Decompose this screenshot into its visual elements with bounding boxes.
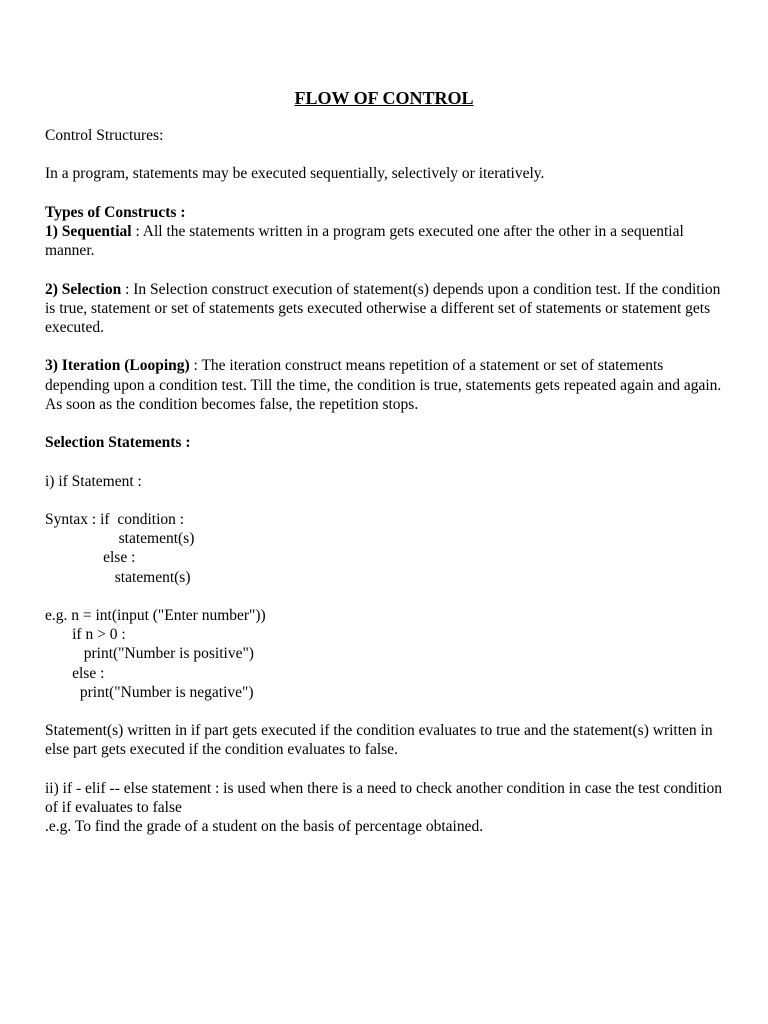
constructs-heading: Types of Constructs : — [45, 203, 186, 221]
construct-selection: 2) Selection : In Selection construct execution of statement(s) depends upon a condition test. If the condition is true, statement or set of statements gets executed otherwise a different set of statements or statement gets executed. — [45, 280, 721, 336]
syntax-line: Syntax : if condition : — [45, 510, 185, 528]
syntax-line: else : — [45, 549, 136, 567]
syntax-line: statement(s) — [45, 530, 195, 548]
example-block — [45, 606, 725, 702]
syntax-line: statement(s) — [45, 568, 191, 586]
syntax-block — [45, 510, 725, 587]
selection-heading: Selection Statements : — [45, 434, 191, 452]
if-statement-heading: i) if Statement : — [45, 472, 142, 490]
example-line: print("Number is positive") — [45, 645, 254, 663]
if-explanation: Statement(s) written in if part gets executed if the condition evaluates to true and the statement(s) written in else part gets executed if the condition evaluates to false. — [45, 722, 713, 759]
example-line: print("Number is negative") — [45, 683, 254, 701]
elif-description: ii) if - elif -- else statement : is used when there is a need to check another condition in case the test condition of if evaluates to false — [45, 779, 723, 816]
intro-heading: Control Structures: — [45, 127, 164, 144]
document-body — [45, 126, 725, 836]
construct-iteration: 3) Iteration (Looping) : The iteration construct means repetition of a statement or set of statements depending upon a condition test. Till the time, the condition is true, statements gets repeated again and again. As soon as the condition becomes false, the repetition stops. — [45, 357, 722, 413]
example-line: if n > 0 : — [45, 626, 126, 644]
example-line: else : — [45, 664, 105, 682]
example-line: e.g. n = int(input ("Enter number")) — [45, 606, 266, 624]
construct-sequential: 1) Sequential : All the statements written in a program gets executed one after the other in a sequential manner. — [45, 222, 684, 260]
elif-example: .e.g. To find the grade of a student on the basis of percentage obtained. — [45, 818, 484, 836]
page-title: FLOW OF CONTROL — [294, 88, 474, 108]
intro-text: In a program, statements may be executed sequentially, selectively or iteratively. — [45, 165, 545, 183]
